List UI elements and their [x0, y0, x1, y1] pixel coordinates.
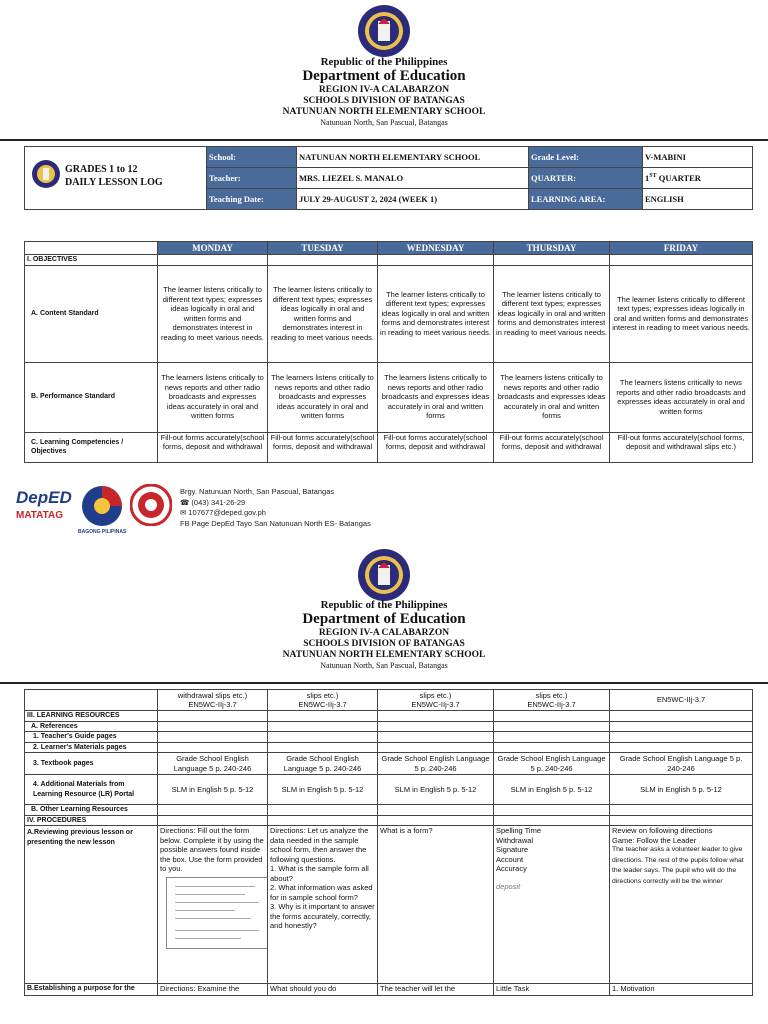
matatag-logo: MATATAG — [16, 510, 64, 521]
quarter-value: 1ST QUARTER — [643, 168, 753, 189]
page2-letterhead: Republic of the Philippines Department of Education REGION IV-A CALABARZON SCHOOLS DIVISION OF BATANGAS NATUNUAN NORTH ELEMENTARY SCHOOL Natunuan North, San Pascual, Batangas — [282, 599, 486, 670]
footer-address: Brgy. Natunuan North, San Pascual, Batangas — [180, 487, 335, 496]
day-wednesday: WEDNESDAY — [378, 242, 494, 255]
am-tue: SLM in English 5 p. 5-12 — [268, 775, 378, 805]
corner-cell — [25, 242, 158, 255]
am-wed: SLM in English 5 p. 5-12 — [378, 775, 494, 805]
comp-tue: Fill-out forms accurately(school forms, deposit and withdrawal — [268, 432, 378, 462]
lm-label: 2. Learner's Materials pages — [25, 742, 158, 753]
perf-thu: The learners listens critically to news reports and other radio broadcasts and expresses ideas accurately in oral and written forms — [494, 362, 610, 432]
cont-fri: EN5WC-IIj-3.7 — [610, 690, 753, 711]
teacher-label: Teacher: — [207, 168, 297, 189]
grade-value: V-MABINI — [643, 147, 753, 168]
performance-standard-label: B. Performance Standard — [25, 362, 158, 432]
cont-thu: slips etc.) EN5WC-IIj-3.7 — [494, 690, 610, 711]
small-seal-icon — [31, 159, 61, 189]
tb-fri: Grade School English Language 5 p. 240-246 — [610, 753, 753, 775]
page-footer — [0, 480, 768, 542]
school-line: NATUNUAN NORTH ELEMENTARY SCHOOL — [282, 107, 486, 117]
deped-seal-icon — [357, 4, 411, 58]
dll-title-1: GRADES 1 to 12 — [65, 164, 138, 175]
comp-fri: Fill-out forms accurately(school forms, deposit and withdrawal slips etc.) — [610, 432, 753, 462]
procedures-heading: IV. PROCEDURES — [25, 815, 158, 826]
rev-thu: Spelling Time Withdrawal Signature Account Accuracy deposit — [494, 826, 610, 984]
purpose-label: B.Establishing a purpose for the — [25, 984, 158, 996]
dll-info-table — [24, 146, 753, 210]
content-tue: The learner listens critically to different text types; expresses ideas logically in oral and written forms and demonstrates interest in reading to meet various needs. — [268, 265, 378, 362]
review-label: A.Reviewing previous lesson or presenting the new lesson — [25, 826, 158, 984]
lr-heading: III. LEARNING RESOURCES — [25, 711, 158, 722]
perf-wed: The learners listens critically to news reports and other radio broadcasts and expresses ideas accurately in oral and written forms — [378, 362, 494, 432]
footer-email: ✉ 107677@deped.gov.ph — [180, 508, 266, 517]
rev-tue: Directions: Let us analyze the data needed in the sample school form, then answer the following questions. 1. What is the sample form all about? 2. What information was asked for in sample school form? 3. Why is it important to answer the forms accurately, correctly, and honestly? — [268, 826, 378, 984]
region-line: REGION IV-A CALABARZON — [318, 85, 450, 95]
date-label: Teaching Date: — [207, 189, 297, 210]
school-logo-icon — [130, 484, 172, 526]
perf-mon: The learners listens critically to news reports and other radio broadcasts and expresses ideas accurately in oral and written forms — [158, 362, 268, 432]
references-label: A. References — [25, 721, 158, 732]
day-friday: FRIDAY — [610, 242, 753, 255]
am-fri: SLM in English 5 p. 5-12 — [610, 775, 753, 805]
tb-tue: Grade School English Language 5 p. 240-246 — [268, 753, 378, 775]
pur-tue: What should you do — [268, 984, 378, 996]
footer-fb: FB Page DepEd Tayo San Natunuan North ES- Batangas — [180, 518, 371, 528]
date-value: JULY 29-AUGUST 2, 2024 (WEEK 1) — [297, 189, 529, 210]
footer-contact — [180, 487, 371, 529]
objectives-table — [24, 241, 753, 463]
grade-label: Grade Level: — [529, 147, 643, 168]
content-thu: The learner listens critically to different text types; expresses ideas logically in oral and written forms and demonstrates interest in reading to meet various needs. — [494, 265, 610, 362]
school-value: NATUNUAN NORTH ELEMENTARY SCHOOL — [297, 147, 529, 168]
deped-seal-icon-2 — [357, 548, 411, 602]
am-thu: SLM in English 5 p. 5-12 — [494, 775, 610, 805]
objectives-heading: I. OBJECTIVES — [25, 255, 158, 266]
additional-materials-label: 4. Additional Materials from Learning Resource (LR) Portal — [25, 775, 158, 805]
day-tuesday: TUESDAY — [268, 242, 378, 255]
school-label: School: — [207, 147, 297, 168]
rev-fri: Review on following directions Game: Follow the Leader The teacher asks a volunteer leader to give directions. The rest of the pupils follow what the leader says. The pupil who will do the directions correctly will be the winner — [610, 826, 753, 984]
resources-procedures-table — [24, 689, 753, 996]
competencies-label: C. Learning Competencies / Objectives — [25, 432, 158, 462]
content-wed: The learner listens critically to different text types; expresses ideas logically in oral and written forms and demonstrates interest in reading to meet various needs. — [378, 265, 494, 362]
bagong-pilipinas-icon — [80, 484, 124, 528]
teacher-value: MRS. LIEZEL S. MANALO — [297, 168, 529, 189]
bagong-pilipinas-text: BAGONG PILIPINAS — [78, 529, 127, 535]
rev-mon: Directions: Fill out the form below. Complete it by using the possible answers found inside the box. Use the form provided to you. — [158, 826, 268, 984]
quarter-label: QUARTER: — [529, 168, 643, 189]
content-mon: The learner listens critically to different text types; expresses ideas logically in oral and written forms and demonstrates interest in reading to meet various needs. — [158, 265, 268, 362]
sample-form-image — [166, 877, 268, 949]
tg-label: 1. Teacher's Guide pages — [25, 732, 158, 743]
other-resources-label: B. Other Learning Resources — [25, 805, 158, 816]
area-value: ENGLISH — [643, 189, 753, 210]
dll-title-2: DAILY LESSON LOG — [65, 177, 163, 188]
cont-tue: slips etc.) EN5WC-IIj-3.7 — [268, 690, 378, 711]
pur-thu: Little Task — [494, 984, 610, 996]
header-rule-2 — [0, 682, 768, 684]
rev-wed: What is a form? — [378, 826, 494, 984]
day-thursday: THURSDAY — [494, 242, 610, 255]
content-fri: The learner listens critically to different text types; expresses ideas logically in oral and written forms and demonstrates interest in reading to meet various needs. — [610, 265, 753, 362]
tb-mon: Grade School English Language 5 p. 240-246 — [158, 753, 268, 775]
perf-tue: The learners listens critically to news reports and other radio broadcasts and expresses ideas accurately in oral and written forms — [268, 362, 378, 432]
day-monday: MONDAY — [158, 242, 268, 255]
department-line: Department of Education — [302, 68, 466, 84]
am-mon: SLM in English 5 p. 5-12 — [158, 775, 268, 805]
content-standard-label: A. Content Standard — [25, 265, 158, 362]
pur-fri: 1. Motivation — [610, 984, 753, 996]
comp-thu: Fill-out forms accurately(school forms, deposit and withdrawal — [494, 432, 610, 462]
page1-letterhead — [0, 56, 768, 128]
tb-thu: Grade School English Language 5 p. 240-246 — [494, 753, 610, 775]
header-rule — [0, 139, 768, 141]
footer-phone: ☎ (043) 341-26-29 — [180, 497, 246, 507]
cont-mon: withdrawal slips etc.) EN5WC-IIj-3.7 — [158, 690, 268, 711]
pur-wed: The teacher will let the — [378, 984, 494, 996]
area-label: LEARNING AREA: — [529, 189, 643, 210]
republic-line: Republic of the Philippines — [320, 56, 448, 68]
tb-wed: Grade School English Language 5 p. 240-246 — [378, 753, 494, 775]
comp-wed: Fill-out forms accurately(school forms, deposit and withdrawal — [378, 432, 494, 462]
deped-logo: DepED — [16, 488, 72, 507]
textbook-label: 3. Textbook pages — [25, 753, 158, 775]
pur-mon: Directions: Examine the — [158, 984, 268, 996]
comp-mon: Fill-out forms accurately(school forms, deposit and withdrawal — [158, 432, 268, 462]
division-line: SCHOOLS DIVISION OF BATANGAS — [303, 96, 465, 106]
dll-title-cell — [25, 147, 207, 210]
perf-fri: The learners listens critically to news reports and other radio broadcasts and expresses ideas accurately in oral and written forms — [610, 362, 753, 432]
cont-wed: slips etc.) EN5WC-IIj-3.7 — [378, 690, 494, 711]
address-line: Natunuan North, San Pascual, Batangas — [320, 118, 448, 127]
